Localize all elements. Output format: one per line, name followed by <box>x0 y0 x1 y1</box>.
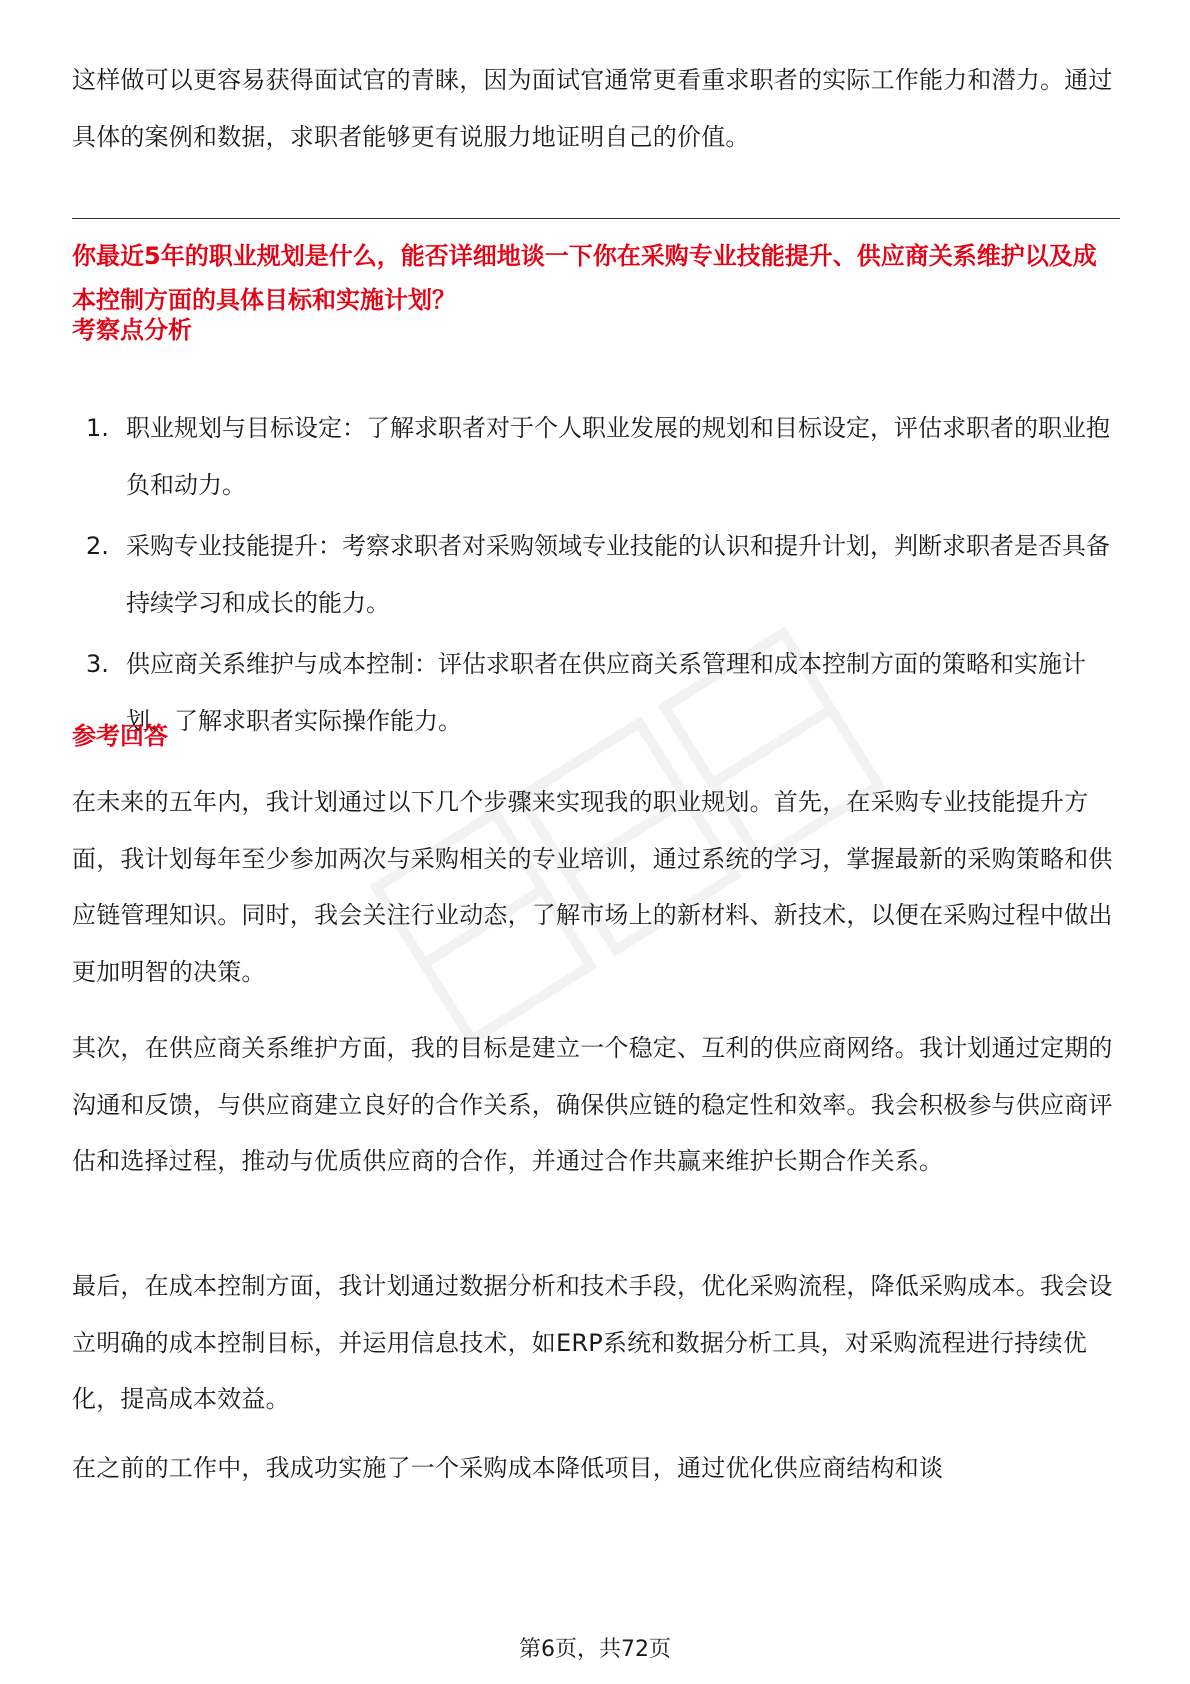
list-number: 1. <box>86 414 109 442</box>
list-item <box>72 636 1120 749</box>
section-divider <box>72 218 1120 219</box>
list-number: 2. <box>86 532 109 560</box>
intro-paragraph: 这样做可以更容易获得面试官的青睐，因为面试官通常更看重求职者的实际工作能力和潜力。通过具体的案例和数据，求职者能够更有说服力地证明自己的价值。 <box>72 66 1113 151</box>
list-item <box>72 400 1120 513</box>
list-item <box>72 518 1120 631</box>
answer-paragraph-4: 在之前的工作中，我成功实施了一个采购成本降低项目，通过优化供应商结构和谈 <box>72 1454 944 1482</box>
analysis-list <box>72 400 1120 754</box>
list-number: 3. <box>86 650 109 678</box>
answer-paragraph-3: 最后，在成本控制方面，我计划通过数据分析和技术手段，优化采购流程，降低采购成本。我会设立明确的成本控制目标，并运用信息技术，如ERP系统和数据分析工具，对采购流程进行持续优化，提高成本效益。 <box>72 1272 1113 1413</box>
answer-title: 参考回答 <box>72 722 168 750</box>
list-item-text: 供应商关系维护与成本控制：评估求职者在供应商关系管理和成本控制方面的策略和实施计划，了解求职者实际操作能力。 <box>126 650 1086 735</box>
list-item-text: 采购专业技能提升：考察求职者对采购领域专业技能的认识和提升计划，判断求职者是否具备持续学习和成长的能力。 <box>126 532 1110 617</box>
page-footer: 第6页，共72页 <box>519 1637 671 1662</box>
answer-paragraph-2: 其次，在供应商关系维护方面，我的目标是建立一个稳定、互利的供应商网络。我计划通过定期的沟通和反馈，与供应商建立良好的合作关系，确保供应链的稳定性和效率。我会积极参与供应商评估和选择过程，推动与优质供应商的合作，并通过合作共赢来维护长期合作关系。 <box>72 1034 1113 1175</box>
question-heading: 你最近5年的职业规划是什么，能否详细地谈一下你在采购专业技能提升、供应商关系维护以及成本控制方面的具体目标和实施计划？ <box>72 242 1097 314</box>
analysis-title: 考察点分析 <box>72 316 192 344</box>
answer-paragraph-1: 在未来的五年内，我计划通过以下几个步骤来实现我的职业规划。首先，在采购专业技能提升方面，我计划每年至少参加两次与采购相关的专业培训，通过系统的学习，掌握最新的采购策略和供应链管理知识。同时，我会关注行业动态，了解市场上的新材料、新技术，以便在采购过程中做出更加明智的决策。 <box>72 788 1113 986</box>
list-item-text: 职业规划与目标设定：了解求职者对于个人职业发展的规划和目标设定，评估求职者的职业抱负和动力。 <box>126 414 1110 499</box>
